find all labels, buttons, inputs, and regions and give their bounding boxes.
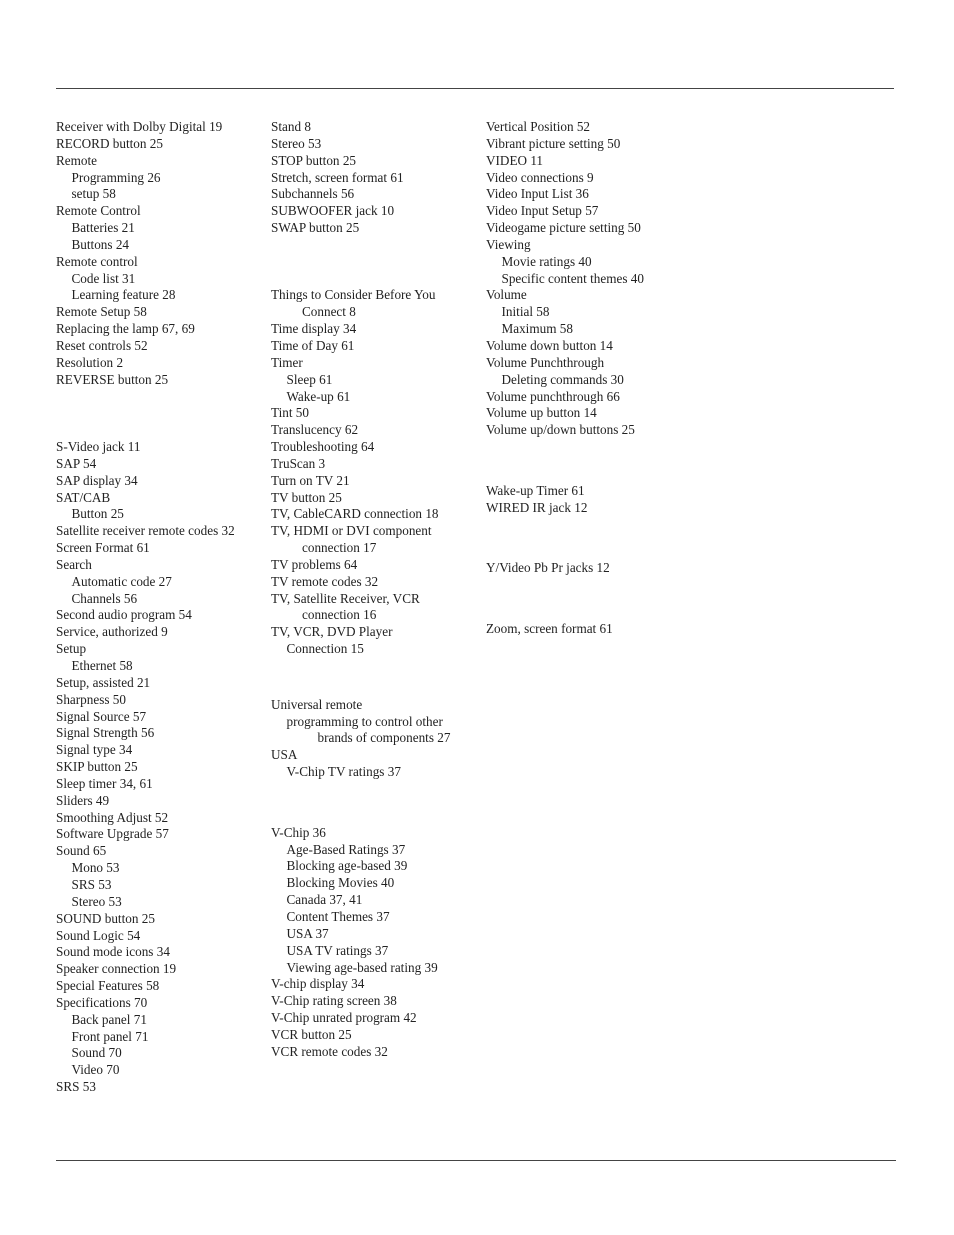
index-column-2 bbox=[271, 119, 471, 1061]
index-entry: Second audio program 54 bbox=[56, 607, 192, 623]
index-entry: Video Input List 36 bbox=[486, 186, 589, 202]
index-entry: Satellite receiver remote codes 32 bbox=[56, 523, 235, 539]
index-entry: Smoothing Adjust 52 bbox=[56, 809, 169, 825]
index-entry: Remote bbox=[56, 152, 98, 168]
index-entry: TV problems 64 bbox=[271, 556, 358, 572]
index-entry: Vibrant picture setting 50 bbox=[486, 135, 621, 151]
index-entry: VIDEO 11 bbox=[486, 152, 544, 168]
index-entry: TV, CableCARD connection 18 bbox=[271, 506, 439, 522]
index-subentry: Blocking age-based 39 bbox=[286, 858, 408, 874]
index-entry: REVERSE button 25 bbox=[56, 371, 169, 387]
index-subentry: setup 58 bbox=[71, 186, 116, 202]
index-subentry: Code list 31 bbox=[71, 270, 136, 286]
index-entry: Reset controls 52 bbox=[56, 337, 148, 353]
index-entry: Specifications 70 bbox=[56, 994, 148, 1010]
index-entry: SRS 53 bbox=[56, 1079, 96, 1095]
index-subentry: Video 70 bbox=[71, 1062, 120, 1078]
index-subentry: Channels 56 bbox=[71, 590, 138, 606]
index-entry: Special Features 58 bbox=[56, 978, 160, 994]
index-subentry: SRS 53 bbox=[71, 876, 112, 892]
index-entry: V-Chip rating screen 38 bbox=[271, 993, 397, 1009]
index-entry: Viewing bbox=[486, 236, 531, 252]
index-entry: Subchannels 56 bbox=[271, 186, 355, 202]
index-subentry: Maximum 58 bbox=[501, 321, 573, 337]
index-subentry: Buttons 24 bbox=[71, 236, 130, 252]
index-subentry: Batteries 21 bbox=[71, 220, 135, 236]
index-entry: Sound Logic 54 bbox=[56, 927, 141, 943]
index-entry: Universal remote bbox=[271, 696, 363, 712]
index-entry: Sharpness 50 bbox=[56, 691, 126, 707]
index-entry: Volume bbox=[486, 287, 527, 303]
index-entry: Speaker connection 19 bbox=[56, 961, 177, 977]
index-subentry: Deleting commands 30 bbox=[501, 371, 624, 387]
index-subentry: Canada 37, 41 bbox=[286, 892, 363, 908]
letter-gap bbox=[486, 577, 696, 621]
index-entry: Stereo 53 bbox=[271, 135, 322, 151]
index-subentry: V-Chip TV ratings 37 bbox=[286, 764, 401, 780]
index-subentry: Age-Based Ratings 37 bbox=[286, 841, 406, 857]
index-entry: RECORD button 25 bbox=[56, 135, 163, 151]
index-entry: Replacing the lamp 67, 69 bbox=[56, 321, 195, 337]
index-entry: TV, Satellite Receiver, VCR connection 16 bbox=[271, 590, 420, 623]
index-entry: SKIP button 25 bbox=[56, 759, 138, 775]
index-entry: Volume punchthrough 66 bbox=[486, 388, 620, 404]
index-entry: Receiver with Dolby Digital 19 bbox=[56, 119, 223, 134]
index-entry: Remote Control bbox=[56, 203, 141, 219]
index-entry: Software Upgrade 57 bbox=[56, 826, 169, 842]
index-entry: Videogame picture setting 50 bbox=[486, 220, 641, 236]
index-entry: USA bbox=[271, 747, 298, 763]
index-entry: SWAP button 25 bbox=[271, 220, 360, 236]
index-entry: Tint 50 bbox=[271, 405, 309, 421]
index-entry: Volume down button 14 bbox=[486, 337, 613, 353]
index-entry: Setup bbox=[56, 641, 87, 657]
index-entry: Signal type 34 bbox=[56, 742, 133, 758]
index-entry: STOP button 25 bbox=[271, 152, 357, 168]
index-entry: SAP 54 bbox=[56, 455, 97, 471]
index-entry: Wake-up Timer 61 bbox=[486, 482, 585, 498]
index-entry: Volume up/down buttons 25 bbox=[486, 422, 635, 438]
index-entry: Service, authorized 9 bbox=[56, 624, 168, 640]
index-subentry: Sound 70 bbox=[71, 1045, 122, 1061]
index-entry: Things to Consider Before You Connect 8 bbox=[271, 287, 436, 320]
index-entry: Volume Punchthrough bbox=[486, 354, 605, 370]
index-subentry: Button 25 bbox=[71, 506, 124, 522]
index-entry: Vertical Position 52 bbox=[486, 119, 591, 134]
index-entry: S-Video jack 11 bbox=[56, 439, 141, 455]
letter-gap bbox=[56, 389, 256, 440]
index-entry: VCR remote codes 32 bbox=[271, 1043, 388, 1059]
index-subentry: USA 37 bbox=[286, 925, 329, 941]
index-entry: Remote control bbox=[56, 253, 138, 269]
index-entry: V-Chip unrated program 42 bbox=[271, 1010, 417, 1026]
index-subentry: Programming 26 bbox=[71, 169, 161, 185]
index-entry: Stretch, screen format 61 bbox=[271, 169, 404, 185]
index-entry: TV button 25 bbox=[271, 489, 342, 505]
index-entry: Troubleshooting 64 bbox=[271, 439, 375, 455]
index-column-3 bbox=[486, 119, 696, 638]
letter-gap bbox=[271, 237, 471, 288]
index-entry: TV remote codes 32 bbox=[271, 573, 379, 589]
letter-gap bbox=[486, 517, 696, 561]
index-entry: Search bbox=[56, 556, 92, 572]
index-entry: TruScan 3 bbox=[271, 455, 326, 471]
index-subentry: Specific content themes 40 bbox=[501, 270, 644, 286]
index-subentry: Sleep 61 bbox=[286, 371, 333, 387]
letter-gap bbox=[486, 439, 696, 483]
index-subentry: Movie ratings 40 bbox=[501, 253, 592, 269]
index-entry: Timer bbox=[271, 354, 303, 370]
index-entry: Remote Setup 58 bbox=[56, 304, 147, 320]
index-entry: Screen Format 61 bbox=[56, 540, 150, 556]
index-entry: Signal Strength 56 bbox=[56, 725, 155, 741]
index-entry: Translucency 62 bbox=[271, 422, 359, 438]
index-entry: SAT/CAB bbox=[56, 489, 111, 505]
index-entry: Video connections 9 bbox=[486, 169, 594, 185]
index-entry: Sound 65 bbox=[56, 843, 107, 859]
index-entry: Video Input Setup 57 bbox=[486, 203, 599, 219]
header-rule bbox=[56, 88, 894, 89]
index-subentry: Initial 58 bbox=[501, 304, 550, 320]
index-entry: Setup, assisted 21 bbox=[56, 674, 151, 690]
index-subentry: Learning feature 28 bbox=[71, 287, 176, 303]
index-subentry: Viewing age-based rating 39 bbox=[286, 959, 438, 975]
letter-gap bbox=[271, 781, 471, 825]
index-entry: SAP display 34 bbox=[56, 472, 138, 488]
index-subentry: programming to control other brands of components 27 bbox=[286, 713, 451, 746]
index-entry: Resolution 2 bbox=[56, 354, 124, 370]
index-subentry: Front panel 71 bbox=[71, 1028, 149, 1044]
index-subentry: Automatic code 27 bbox=[71, 573, 172, 589]
index-entry: Turn on TV 21 bbox=[271, 472, 350, 488]
index-subentry: Back panel 71 bbox=[71, 1011, 147, 1027]
index-entry: SUBWOOFER jack 10 bbox=[271, 203, 395, 219]
index-entry: Y/Video Pb Pr jacks 12 bbox=[486, 560, 610, 576]
index-subentry: Blocking Movies 40 bbox=[286, 875, 395, 891]
index-column-1 bbox=[56, 119, 256, 1096]
index-subentry: Mono 53 bbox=[71, 860, 120, 876]
index-subentry: Content Themes 37 bbox=[286, 909, 390, 924]
index-subentry: Ethernet 58 bbox=[71, 658, 133, 674]
index-entry: Time display 34 bbox=[271, 321, 357, 337]
index-entry: Signal Source 57 bbox=[56, 708, 147, 724]
footer-rule bbox=[56, 1160, 896, 1161]
index-entry: Stand 8 bbox=[271, 119, 311, 134]
index-entry: Zoom, screen format 61 bbox=[486, 620, 613, 636]
index-subentry: USA TV ratings 37 bbox=[286, 942, 389, 958]
index-subentry: Wake-up 61 bbox=[286, 388, 351, 404]
index-entry: Sound mode icons 34 bbox=[56, 944, 170, 960]
index-entry: TV, VCR, DVD Player bbox=[271, 624, 393, 640]
index-entry: Sliders 49 bbox=[56, 792, 110, 808]
index-entry: Volume up button 14 bbox=[486, 405, 597, 421]
letter-gap bbox=[271, 658, 471, 697]
index-entry: WIRED IR jack 12 bbox=[486, 499, 588, 515]
index-entry: V-chip display 34 bbox=[271, 976, 365, 992]
index-subentry: Stereo 53 bbox=[71, 893, 122, 909]
index-entry: Time of Day 61 bbox=[271, 337, 355, 353]
index-entry: TV, HDMI or DVI component connection 17 bbox=[271, 523, 432, 556]
index-entry: V-Chip 36 bbox=[271, 824, 326, 840]
index-entry: Sleep timer 34, 61 bbox=[56, 775, 153, 791]
index-entry: VCR button 25 bbox=[271, 1026, 352, 1042]
index-subentry: Connection 15 bbox=[286, 641, 364, 657]
index-entry: SOUND button 25 bbox=[56, 910, 155, 926]
